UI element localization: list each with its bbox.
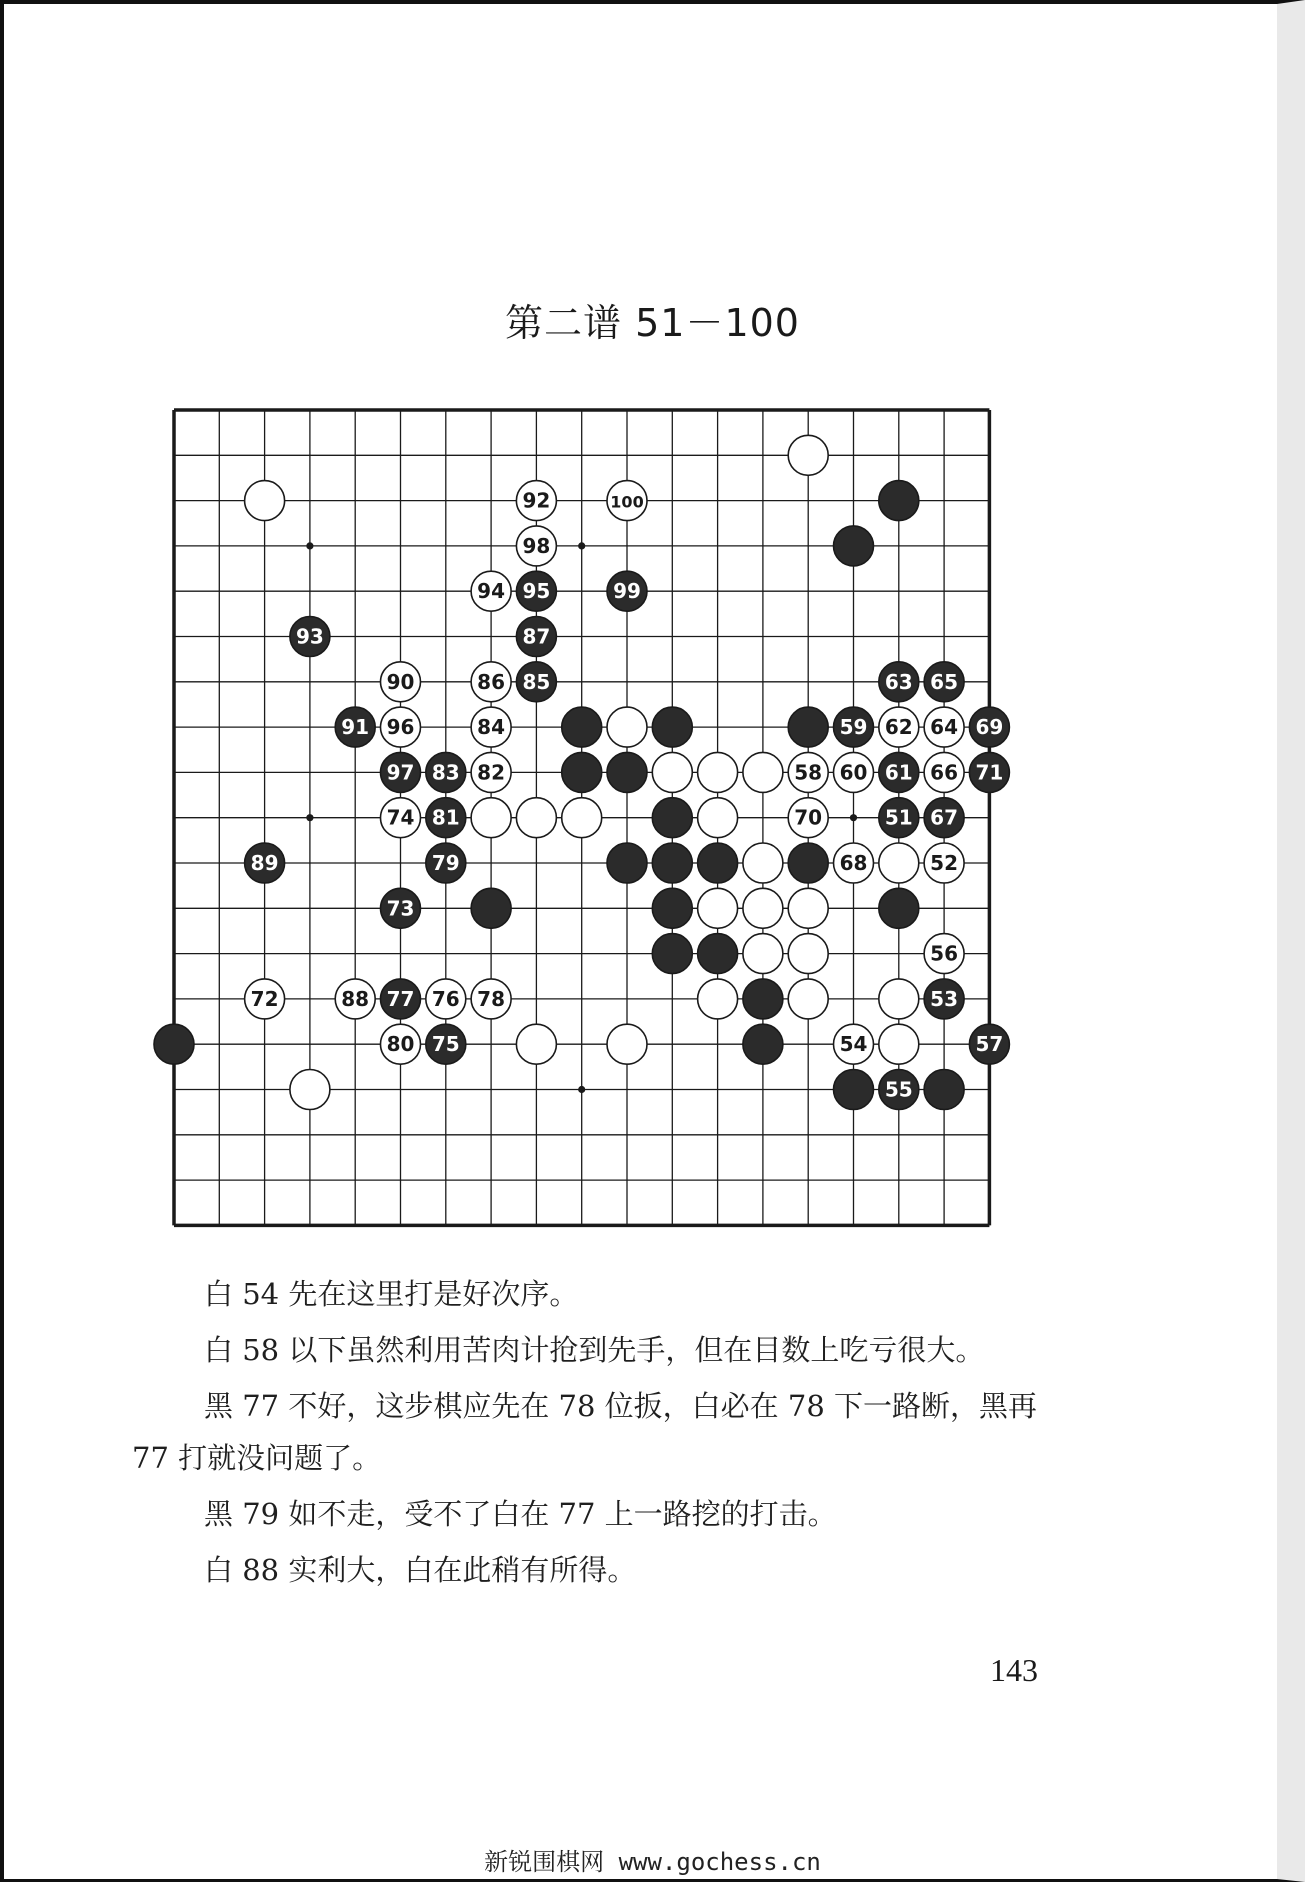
white-stone (879, 843, 919, 883)
black-stone (607, 843, 647, 883)
move-number-label: 52 (930, 851, 959, 875)
move-number-label: 57 (975, 1032, 1004, 1057)
move-number-label: 62 (884, 715, 913, 740)
move-number-label: 72 (250, 986, 279, 1011)
go-board-diagram (170, 406, 1004, 1212)
white-stone (788, 888, 828, 928)
move-number-label: 65 (930, 669, 959, 694)
move-number-label: 100 (610, 492, 644, 512)
white-stone (788, 979, 828, 1019)
black-stone (879, 481, 919, 521)
black-stone (562, 752, 602, 792)
white-stone (698, 752, 738, 792)
star-point (306, 814, 313, 821)
move-number-label: 76 (431, 986, 460, 1011)
white-stone (562, 798, 602, 838)
move-number-label: 56 (930, 941, 959, 966)
commentary-paragraph: 白 54 先在这里打是好次序。 (204, 1277, 579, 1311)
move-number-label: 96 (386, 715, 415, 740)
commentary-paragraph: 白 58 以下虽然利用苦肉计抢到先手，但在目数上吃亏很大。 (204, 1333, 985, 1367)
move-number-label: 84 (477, 715, 506, 740)
move-number-label: 67 (930, 805, 959, 830)
move-number-label: 77 (386, 986, 415, 1011)
white-stone (743, 752, 783, 792)
move-number-label: 90 (386, 669, 415, 694)
go-board (170, 406, 1004, 1212)
white-stone (743, 888, 783, 928)
move-number-label: 55 (884, 1077, 913, 1102)
black-stone (879, 888, 919, 928)
move-number-label: 88 (341, 986, 370, 1011)
move-number-label: 87 (522, 624, 551, 649)
move-number-label: 80 (386, 1032, 415, 1057)
move-number-label: 98 (522, 533, 551, 558)
star-point (578, 1086, 585, 1093)
move-number-label: 66 (930, 760, 959, 785)
move-number-label: 95 (522, 579, 551, 604)
move-number-label: 86 (477, 669, 506, 694)
move-number-label: 59 (839, 715, 868, 740)
black-stone (652, 707, 692, 747)
move-number-label: 63 (884, 669, 913, 694)
white-stone (743, 843, 783, 883)
move-number-label: 53 (930, 986, 959, 1011)
white-stone (290, 1070, 330, 1110)
white-stone (879, 1024, 919, 1064)
move-number-label: 83 (431, 760, 460, 785)
black-stone (698, 843, 738, 883)
move-number-label: 99 (613, 579, 641, 604)
white-stone (516, 798, 556, 838)
white-stone (471, 798, 511, 838)
black-stone (471, 888, 511, 928)
move-number-label: 68 (839, 851, 868, 875)
commentary-paragraph: 黑 79 如不走，受不了白在 77 上一路挖的打击。 (204, 1497, 837, 1531)
white-stone (743, 934, 783, 974)
white-stone (607, 707, 647, 747)
move-number-label: 82 (477, 760, 506, 785)
move-number-label: 97 (386, 760, 415, 785)
black-stone (834, 1070, 874, 1110)
white-stone (652, 752, 692, 792)
star-point (578, 542, 585, 549)
move-number-label: 74 (386, 805, 415, 830)
commentary (132, 1268, 1052, 1600)
move-number-label: 70 (794, 805, 823, 830)
black-stone (652, 934, 692, 974)
move-number-label: 81 (431, 805, 460, 830)
move-number-label: 64 (930, 715, 959, 740)
star-point (306, 542, 313, 549)
white-stone (698, 798, 738, 838)
black-stone (698, 934, 738, 974)
black-stone (743, 1024, 783, 1064)
black-stone (788, 843, 828, 883)
move-number-label: 92 (522, 488, 551, 513)
move-number-label: 93 (295, 624, 324, 649)
black-stone (788, 707, 828, 747)
move-number-label: 54 (839, 1032, 868, 1057)
watermark: 新锐围棋网 www.gochess.cn (484, 1848, 821, 1876)
white-stone (245, 481, 285, 521)
move-number-label: 79 (431, 851, 460, 875)
move-number-label: 69 (975, 715, 1004, 740)
white-stone (788, 934, 828, 974)
star-point (850, 814, 857, 821)
move-number-label: 73 (386, 896, 415, 921)
black-stone (607, 752, 647, 792)
black-stone (652, 888, 692, 928)
move-number-label: 51 (884, 805, 913, 830)
move-number-label: 85 (522, 669, 551, 694)
move-number-label: 71 (975, 760, 1004, 785)
black-stone (652, 843, 692, 883)
white-stone (788, 435, 828, 475)
move-number-label: 89 (250, 851, 279, 875)
move-number-label: 78 (477, 986, 506, 1011)
page-number: 143 (990, 1652, 1038, 1688)
commentary-paragraph: 白 88 实利大，白在此稍有所得。 (204, 1553, 637, 1587)
page-title: 第二谱 51－100 (505, 301, 800, 345)
move-number-label: 58 (794, 760, 823, 785)
commentary-paragraph: 黑 77 不好，这步棋应先在 78 位扳，白必在 78 下一路断，黑再 77 打就没问题了。 (132, 1389, 1038, 1475)
move-number-label: 75 (431, 1032, 460, 1057)
white-stone (607, 1024, 647, 1064)
black-stone (834, 526, 874, 566)
white-stone (698, 979, 738, 1019)
black-stone (743, 979, 783, 1019)
black-stone (924, 1070, 964, 1110)
black-stone (562, 707, 602, 747)
white-stone (879, 979, 919, 1019)
white-stone (516, 1024, 556, 1064)
move-number-label: 60 (839, 760, 868, 785)
black-stone (652, 798, 692, 838)
move-number-label: 61 (884, 760, 913, 785)
move-number-label: 91 (341, 715, 370, 740)
move-number-label: 94 (477, 579, 506, 604)
white-stone (698, 888, 738, 928)
black-stone (154, 1024, 194, 1064)
